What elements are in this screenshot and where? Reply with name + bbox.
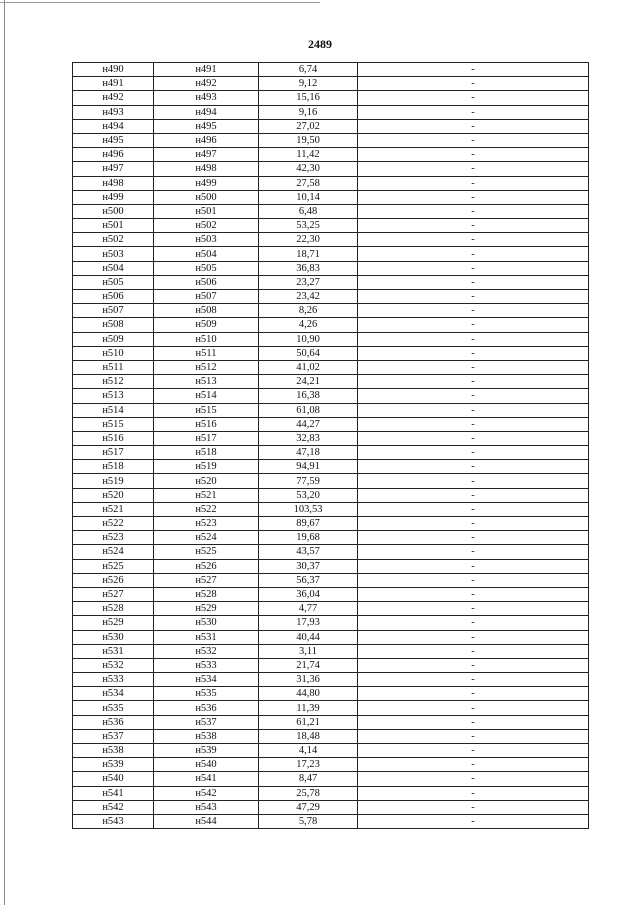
point-from-cell: н526 bbox=[73, 573, 154, 587]
point-to-cell: н511 bbox=[154, 346, 259, 360]
point-to-cell: н518 bbox=[154, 446, 259, 460]
distance-cell: 43,57 bbox=[259, 545, 358, 559]
table-row bbox=[73, 616, 589, 630]
table-row bbox=[73, 105, 589, 119]
point-to-cell: н509 bbox=[154, 318, 259, 332]
point-from-cell: н527 bbox=[73, 587, 154, 601]
point-from-cell: н510 bbox=[73, 346, 154, 360]
note-cell: - bbox=[358, 431, 589, 445]
distance-cell: 8,47 bbox=[259, 772, 358, 786]
table-row bbox=[73, 446, 589, 460]
point-to-cell: н530 bbox=[154, 616, 259, 630]
point-from-cell: н517 bbox=[73, 446, 154, 460]
note-cell: - bbox=[358, 403, 589, 417]
table-row bbox=[73, 786, 589, 800]
note-cell: - bbox=[358, 417, 589, 431]
table-row bbox=[73, 531, 589, 545]
distance-cell: 31,36 bbox=[259, 673, 358, 687]
note-cell: - bbox=[358, 318, 589, 332]
point-to-cell: н504 bbox=[154, 247, 259, 261]
note-cell: - bbox=[358, 729, 589, 743]
point-from-cell: н537 bbox=[73, 729, 154, 743]
distance-cell: 4,26 bbox=[259, 318, 358, 332]
point-to-cell: н522 bbox=[154, 502, 259, 516]
note-cell: - bbox=[358, 460, 589, 474]
distance-cell: 21,74 bbox=[259, 658, 358, 672]
point-to-cell: н514 bbox=[154, 389, 259, 403]
point-from-cell: н516 bbox=[73, 431, 154, 445]
point-to-cell: н515 bbox=[154, 403, 259, 417]
point-from-cell: н512 bbox=[73, 375, 154, 389]
table-row bbox=[73, 772, 589, 786]
table-row bbox=[73, 162, 589, 176]
point-to-cell: н541 bbox=[154, 772, 259, 786]
table-row bbox=[73, 233, 589, 247]
point-to-cell: н537 bbox=[154, 715, 259, 729]
note-cell: - bbox=[358, 644, 589, 658]
note-cell: - bbox=[358, 247, 589, 261]
point-from-cell: н519 bbox=[73, 474, 154, 488]
distance-cell: 30,37 bbox=[259, 559, 358, 573]
table-row bbox=[73, 77, 589, 91]
point-to-cell: н500 bbox=[154, 190, 259, 204]
table-row bbox=[73, 375, 589, 389]
note-cell: - bbox=[358, 559, 589, 573]
note-cell: - bbox=[358, 304, 589, 318]
table-row bbox=[73, 332, 589, 346]
point-from-cell: н504 bbox=[73, 261, 154, 275]
distance-cell: 16,38 bbox=[259, 389, 358, 403]
distance-cell: 53,20 bbox=[259, 488, 358, 502]
point-to-cell: н494 bbox=[154, 105, 259, 119]
table-row bbox=[73, 715, 589, 729]
point-from-cell: н511 bbox=[73, 360, 154, 374]
distance-cell: 24,21 bbox=[259, 375, 358, 389]
note-cell: - bbox=[358, 133, 589, 147]
point-to-cell: н540 bbox=[154, 758, 259, 772]
distance-cell: 27,02 bbox=[259, 119, 358, 133]
point-from-cell: н501 bbox=[73, 219, 154, 233]
distance-cell: 41,02 bbox=[259, 360, 358, 374]
table-row bbox=[73, 360, 589, 374]
note-cell: - bbox=[358, 531, 589, 545]
table-row bbox=[73, 91, 589, 105]
scan-edge-left bbox=[4, 0, 5, 905]
table-row bbox=[73, 460, 589, 474]
table-row bbox=[73, 517, 589, 531]
table-row bbox=[73, 602, 589, 616]
point-to-cell: н533 bbox=[154, 658, 259, 672]
note-cell: - bbox=[358, 389, 589, 403]
table-row bbox=[73, 63, 589, 77]
note-cell: - bbox=[358, 162, 589, 176]
distance-cell: 103,53 bbox=[259, 502, 358, 516]
table-row bbox=[73, 630, 589, 644]
note-cell: - bbox=[358, 275, 589, 289]
point-to-cell: н543 bbox=[154, 800, 259, 814]
note-cell: - bbox=[358, 545, 589, 559]
table-row bbox=[73, 559, 589, 573]
note-cell: - bbox=[358, 814, 589, 828]
point-from-cell: н543 bbox=[73, 814, 154, 828]
point-to-cell: н519 bbox=[154, 460, 259, 474]
point-to-cell: н523 bbox=[154, 517, 259, 531]
table-row bbox=[73, 545, 589, 559]
note-cell: - bbox=[358, 190, 589, 204]
distance-cell: 3,11 bbox=[259, 644, 358, 658]
point-from-cell: н529 bbox=[73, 616, 154, 630]
note-cell: - bbox=[358, 573, 589, 587]
table-row bbox=[73, 502, 589, 516]
point-from-cell: н496 bbox=[73, 148, 154, 162]
point-from-cell: н507 bbox=[73, 304, 154, 318]
point-to-cell: н496 bbox=[154, 133, 259, 147]
point-from-cell: н522 bbox=[73, 517, 154, 531]
point-to-cell: н513 bbox=[154, 375, 259, 389]
point-to-cell: н499 bbox=[154, 176, 259, 190]
table-row bbox=[73, 261, 589, 275]
note-cell: - bbox=[358, 701, 589, 715]
note-cell: - bbox=[358, 233, 589, 247]
distance-cell: 17,23 bbox=[259, 758, 358, 772]
point-to-cell: н497 bbox=[154, 148, 259, 162]
point-from-cell: н514 bbox=[73, 403, 154, 417]
point-from-cell: н491 bbox=[73, 77, 154, 91]
distance-cell: 94,91 bbox=[259, 460, 358, 474]
table-row bbox=[73, 687, 589, 701]
point-from-cell: н494 bbox=[73, 119, 154, 133]
note-cell: - bbox=[358, 360, 589, 374]
distance-cell: 25,78 bbox=[259, 786, 358, 800]
distance-cell: 22,30 bbox=[259, 233, 358, 247]
point-to-cell: н539 bbox=[154, 744, 259, 758]
point-from-cell: н518 bbox=[73, 460, 154, 474]
note-cell: - bbox=[358, 616, 589, 630]
point-from-cell: н530 bbox=[73, 630, 154, 644]
distance-cell: 6,48 bbox=[259, 204, 358, 218]
point-from-cell: н509 bbox=[73, 332, 154, 346]
point-from-cell: н521 bbox=[73, 502, 154, 516]
distance-cell: 77,59 bbox=[259, 474, 358, 488]
note-cell: - bbox=[358, 474, 589, 488]
point-from-cell: н528 bbox=[73, 602, 154, 616]
point-from-cell: н532 bbox=[73, 658, 154, 672]
distance-cell: 47,18 bbox=[259, 446, 358, 460]
note-cell: - bbox=[358, 772, 589, 786]
table-row bbox=[73, 701, 589, 715]
note-cell: - bbox=[358, 375, 589, 389]
note-cell: - bbox=[358, 744, 589, 758]
point-to-cell: н520 bbox=[154, 474, 259, 488]
point-to-cell: н536 bbox=[154, 701, 259, 715]
distance-cell: 5,78 bbox=[259, 814, 358, 828]
point-from-cell: н493 bbox=[73, 105, 154, 119]
table-row bbox=[73, 389, 589, 403]
table-row bbox=[73, 247, 589, 261]
distance-cell: 18,48 bbox=[259, 729, 358, 743]
point-from-cell: н513 bbox=[73, 389, 154, 403]
point-from-cell: н503 bbox=[73, 247, 154, 261]
note-cell: - bbox=[358, 630, 589, 644]
scan-edge-top bbox=[0, 2, 320, 3]
page-number: 2489 bbox=[308, 37, 332, 51]
point-from-cell: н506 bbox=[73, 290, 154, 304]
distance-cell: 6,74 bbox=[259, 63, 358, 77]
note-cell: - bbox=[358, 446, 589, 460]
point-from-cell: н495 bbox=[73, 133, 154, 147]
point-from-cell: н542 bbox=[73, 800, 154, 814]
table-row bbox=[73, 673, 589, 687]
distance-cell: 23,27 bbox=[259, 275, 358, 289]
distance-cell: 27,58 bbox=[259, 176, 358, 190]
point-from-cell: н500 bbox=[73, 204, 154, 218]
point-to-cell: н508 bbox=[154, 304, 259, 318]
note-cell: - bbox=[358, 332, 589, 346]
table-row bbox=[73, 587, 589, 601]
note-cell: - bbox=[358, 687, 589, 701]
point-to-cell: н521 bbox=[154, 488, 259, 502]
table-row bbox=[73, 417, 589, 431]
point-to-cell: н505 bbox=[154, 261, 259, 275]
note-cell: - bbox=[358, 715, 589, 729]
table-row bbox=[73, 219, 589, 233]
point-from-cell: н508 bbox=[73, 318, 154, 332]
note-cell: - bbox=[358, 261, 589, 275]
table-row bbox=[73, 488, 589, 502]
note-cell: - bbox=[358, 758, 589, 772]
boundary-points-table bbox=[72, 62, 589, 829]
point-to-cell: н495 bbox=[154, 119, 259, 133]
table-row bbox=[73, 290, 589, 304]
point-to-cell: н503 bbox=[154, 233, 259, 247]
point-from-cell: н499 bbox=[73, 190, 154, 204]
table-row bbox=[73, 304, 589, 318]
point-from-cell: н533 bbox=[73, 673, 154, 687]
point-from-cell: н523 bbox=[73, 531, 154, 545]
note-cell: - bbox=[358, 488, 589, 502]
point-to-cell: н534 bbox=[154, 673, 259, 687]
point-to-cell: н493 bbox=[154, 91, 259, 105]
distance-cell: 11,42 bbox=[259, 148, 358, 162]
note-cell: - bbox=[358, 658, 589, 672]
point-to-cell: н506 bbox=[154, 275, 259, 289]
point-from-cell: н502 bbox=[73, 233, 154, 247]
point-to-cell: н525 bbox=[154, 545, 259, 559]
table-row bbox=[73, 474, 589, 488]
point-from-cell: н531 bbox=[73, 644, 154, 658]
point-from-cell: н497 bbox=[73, 162, 154, 176]
point-to-cell: н526 bbox=[154, 559, 259, 573]
distance-cell: 56,37 bbox=[259, 573, 358, 587]
point-from-cell: н505 bbox=[73, 275, 154, 289]
note-cell: - bbox=[358, 91, 589, 105]
point-to-cell: н527 bbox=[154, 573, 259, 587]
table-row bbox=[73, 744, 589, 758]
table-row bbox=[73, 190, 589, 204]
distance-cell: 61,08 bbox=[259, 403, 358, 417]
table-row bbox=[73, 431, 589, 445]
point-to-cell: н544 bbox=[154, 814, 259, 828]
distance-cell: 8,26 bbox=[259, 304, 358, 318]
point-from-cell: н538 bbox=[73, 744, 154, 758]
distance-cell: 44,27 bbox=[259, 417, 358, 431]
distance-cell: 47,29 bbox=[259, 800, 358, 814]
point-from-cell: н490 bbox=[73, 63, 154, 77]
point-from-cell: н515 bbox=[73, 417, 154, 431]
table-row bbox=[73, 729, 589, 743]
table-row bbox=[73, 758, 589, 772]
note-cell: - bbox=[358, 517, 589, 531]
table-row bbox=[73, 133, 589, 147]
note-cell: - bbox=[358, 346, 589, 360]
note-cell: - bbox=[358, 148, 589, 162]
note-cell: - bbox=[358, 800, 589, 814]
note-cell: - bbox=[358, 673, 589, 687]
table-row bbox=[73, 346, 589, 360]
note-cell: - bbox=[358, 204, 589, 218]
distance-cell: 23,42 bbox=[259, 290, 358, 304]
table-row bbox=[73, 644, 589, 658]
point-to-cell: н512 bbox=[154, 360, 259, 374]
note-cell: - bbox=[358, 176, 589, 190]
distance-cell: 10,14 bbox=[259, 190, 358, 204]
table-row bbox=[73, 275, 589, 289]
point-from-cell: н535 bbox=[73, 701, 154, 715]
table-row bbox=[73, 148, 589, 162]
note-cell: - bbox=[358, 219, 589, 233]
table-row bbox=[73, 800, 589, 814]
distance-cell: 44,80 bbox=[259, 687, 358, 701]
table-row bbox=[73, 176, 589, 190]
point-to-cell: н510 bbox=[154, 332, 259, 346]
point-to-cell: н532 bbox=[154, 644, 259, 658]
point-to-cell: н528 bbox=[154, 587, 259, 601]
point-to-cell: н531 bbox=[154, 630, 259, 644]
note-cell: - bbox=[358, 290, 589, 304]
distance-cell: 36,83 bbox=[259, 261, 358, 275]
point-from-cell: н539 bbox=[73, 758, 154, 772]
note-cell: - bbox=[358, 502, 589, 516]
note-cell: - bbox=[358, 602, 589, 616]
distance-cell: 32,83 bbox=[259, 431, 358, 445]
note-cell: - bbox=[358, 587, 589, 601]
distance-cell: 10,90 bbox=[259, 332, 358, 346]
point-to-cell: н524 bbox=[154, 531, 259, 545]
point-to-cell: н498 bbox=[154, 162, 259, 176]
point-to-cell: н529 bbox=[154, 602, 259, 616]
point-to-cell: н492 bbox=[154, 77, 259, 91]
distance-cell: 53,25 bbox=[259, 219, 358, 233]
distance-cell: 15,16 bbox=[259, 91, 358, 105]
point-from-cell: н492 bbox=[73, 91, 154, 105]
point-from-cell: н541 bbox=[73, 786, 154, 800]
distance-cell: 50,64 bbox=[259, 346, 358, 360]
note-cell: - bbox=[358, 119, 589, 133]
table-row bbox=[73, 658, 589, 672]
table-row bbox=[73, 318, 589, 332]
distance-cell: 18,71 bbox=[259, 247, 358, 261]
point-from-cell: н540 bbox=[73, 772, 154, 786]
point-to-cell: н517 bbox=[154, 431, 259, 445]
point-to-cell: н501 bbox=[154, 204, 259, 218]
table-row bbox=[73, 573, 589, 587]
distance-cell: 36,04 bbox=[259, 587, 358, 601]
note-cell: - bbox=[358, 105, 589, 119]
point-from-cell: н524 bbox=[73, 545, 154, 559]
point-from-cell: н525 bbox=[73, 559, 154, 573]
distance-cell: 42,30 bbox=[259, 162, 358, 176]
point-to-cell: н502 bbox=[154, 219, 259, 233]
distance-cell: 61,21 bbox=[259, 715, 358, 729]
table-row bbox=[73, 814, 589, 828]
table-row bbox=[73, 204, 589, 218]
distance-cell: 9,16 bbox=[259, 105, 358, 119]
distance-cell: 19,50 bbox=[259, 133, 358, 147]
table-row bbox=[73, 119, 589, 133]
table-body bbox=[73, 63, 589, 829]
table-row bbox=[73, 403, 589, 417]
point-from-cell: н536 bbox=[73, 715, 154, 729]
distance-cell: 9,12 bbox=[259, 77, 358, 91]
point-to-cell: н507 bbox=[154, 290, 259, 304]
distance-cell: 4,77 bbox=[259, 602, 358, 616]
point-to-cell: н491 bbox=[154, 63, 259, 77]
distance-cell: 17,93 bbox=[259, 616, 358, 630]
point-from-cell: н534 bbox=[73, 687, 154, 701]
distance-cell: 11,39 bbox=[259, 701, 358, 715]
distance-cell: 19,68 bbox=[259, 531, 358, 545]
point-to-cell: н535 bbox=[154, 687, 259, 701]
point-from-cell: н520 bbox=[73, 488, 154, 502]
distance-cell: 40,44 bbox=[259, 630, 358, 644]
distance-cell: 4,14 bbox=[259, 744, 358, 758]
distance-cell: 89,67 bbox=[259, 517, 358, 531]
point-from-cell: н498 bbox=[73, 176, 154, 190]
note-cell: - bbox=[358, 786, 589, 800]
point-to-cell: н538 bbox=[154, 729, 259, 743]
point-to-cell: н542 bbox=[154, 786, 259, 800]
note-cell: - bbox=[358, 77, 589, 91]
note-cell: - bbox=[358, 63, 589, 77]
point-to-cell: н516 bbox=[154, 417, 259, 431]
